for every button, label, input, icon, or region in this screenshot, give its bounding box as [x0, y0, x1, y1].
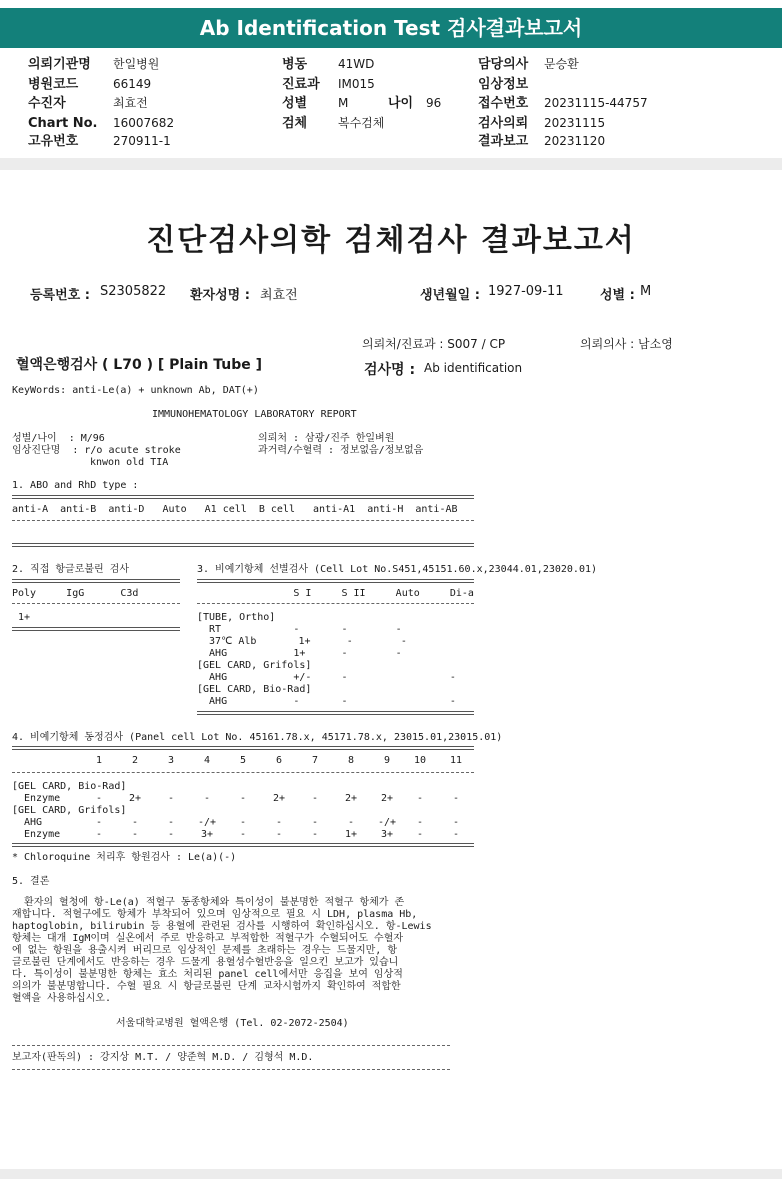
panel-cell: 2+	[344, 793, 358, 804]
header-separator	[0, 158, 782, 170]
double-rule	[12, 627, 180, 631]
panel-col-header: 2	[131, 755, 139, 766]
test-name-value: Ab identification	[424, 361, 523, 375]
panel-cell: -	[452, 793, 460, 804]
patient-name-value: 최효전	[260, 288, 298, 303]
double-rule	[12, 543, 474, 547]
report-date-value: 20231120	[544, 134, 606, 148]
keywords: KeyWords: anti-Le(a) + unknown Ab, DAT(+)	[12, 385, 259, 396]
unique-no-value: 270911-1	[113, 134, 171, 148]
diagnosis-line: 임상진단명 : r/o acute stroke	[12, 445, 181, 456]
attending-value: 문승환	[544, 57, 579, 71]
sex-age-line: 성별/나이 : M/96	[12, 433, 105, 444]
report-title-bar: Ab Identification Test 검사결과보고서	[0, 8, 782, 48]
panel-group-label: [GEL CARD, Grifols]	[12, 805, 127, 816]
panel-row-name: Enzyme	[24, 793, 61, 804]
panel-cell: 2+	[128, 793, 142, 804]
panel-cell: -/+	[197, 817, 217, 828]
unique-no-label: 고유번호	[28, 134, 79, 149]
double-rule	[12, 746, 474, 750]
reporter-line: 보고자(판독의) : 강지상 M.T. / 양준혁 M.D. / 김형석 M.D.	[12, 1052, 314, 1063]
hospital-code-value: 66149	[113, 77, 152, 91]
double-rule	[12, 579, 180, 583]
panel-col-header: 4	[203, 755, 211, 766]
patient-value: 최효전	[113, 96, 148, 110]
document-title: 진단검사의학 검체검사 결과보고서	[146, 223, 636, 258]
panel-cell: -/+	[377, 817, 397, 828]
panel-section-title: 4. 비예기항체 동정검사 (Panel cell Lot No. 45161.78.x, 45171.78.x, 23015.01,23015.01)	[12, 732, 503, 743]
conclusion-line: 의의가 불분명합니다. 수혈 필요 시 항글로불린 단계 교차시험까지 확인하여 적합한	[12, 981, 401, 992]
panel-col-header: 9	[383, 755, 391, 766]
conclusion-line: 에 없는 항원을 용출시켜 버리므로 임상적인 문제를 초래하는 경우는 드물지만, 항	[12, 945, 398, 956]
panel-cell: -	[347, 817, 355, 828]
report-date-label: 결과보고	[478, 134, 529, 149]
referring-doctor: 의뢰의사 : 남소영	[580, 337, 673, 351]
panel-cell: -	[452, 817, 460, 828]
diagnosis-line-2: knwon old TIA	[90, 457, 169, 468]
conclusion-line: haptoglobin, bilirubin 등 용혈에 관련된 검사를 시행하여 확인하십시오. 항-Lewis	[12, 921, 432, 932]
screening-row: AHG 1+ - -	[197, 648, 402, 659]
panel-column-headers	[0, 755, 782, 767]
dashed-rule	[197, 603, 474, 604]
dashed-rule	[12, 520, 474, 521]
conclusion-line: 재합니다. 적혈구에도 항체가 부착되어 있으며 임상적으로 필요 시 LDH, plasma Hb,	[12, 909, 418, 920]
sex2-value: M	[640, 284, 652, 299]
dat-headers: Poly IgG C3d	[12, 588, 139, 599]
panel-col-header: 11	[449, 755, 463, 766]
section-title: 혈액은행검사 ( L70 ) [ Plain Tube ]	[16, 357, 263, 373]
panel-cell: -	[167, 817, 175, 828]
conclusion-line: 항체는 대개 IgM이며 실온에서 주로 반응하고 부적합한 적혈구가 수혈되어도 수혈자	[12, 933, 404, 944]
panel-group-label: [GEL CARD, Bio-Rad]	[12, 781, 127, 792]
panel-cell: 1+	[344, 829, 358, 840]
conclusion-title: 5. 결론	[12, 876, 50, 887]
panel-cell: -	[416, 793, 424, 804]
conclusion-line: 환자의 혈청에 항-Le(a) 적혈구 동종항체와 특이성이 불분명한 적혈구 항체가 존	[12, 897, 405, 908]
panel-cell: -	[239, 793, 247, 804]
double-rule	[12, 843, 474, 847]
panel-row-name: AHG	[24, 817, 43, 828]
request-date-label: 검사의뢰	[478, 116, 529, 131]
screening-row: 37℃ Alb 1+ - -	[197, 636, 407, 647]
chart-no-label: Chart No.	[28, 116, 98, 131]
panel-cell: -	[95, 817, 103, 828]
ward-value: 41WD	[338, 57, 375, 71]
screening-row: RT - - -	[197, 624, 402, 635]
panel-cell: -	[311, 793, 319, 804]
patient-name-label: 환자성명 :	[190, 288, 250, 303]
panel-cell: 3+	[380, 829, 394, 840]
test-name-label: 검사명 :	[364, 362, 416, 378]
dashed-rule	[12, 1045, 450, 1046]
dat-values: 1+	[12, 612, 31, 623]
dob-label: 생년월일 :	[420, 288, 480, 303]
specimen-value: 복수검체	[338, 116, 385, 130]
referrer-line: 의뢰처 : 삼광/진주 한일벼원	[258, 433, 395, 444]
panel-col-header: 3	[167, 755, 175, 766]
dat-section-title: 2. 직접 항글로불린 검사	[12, 564, 130, 575]
panel-cell: -	[131, 829, 139, 840]
screening-row: [GEL CARD, Bio-Rad]	[197, 684, 312, 695]
specimen-label: 검체	[282, 116, 308, 131]
panel-cell: -	[167, 829, 175, 840]
screening-section-title: 3. 비예기항체 선별검사 (Cell Lot No.S451,45151.60.x,23044.01,23020.01)	[197, 564, 598, 575]
accession-value: 20231115-44757	[544, 96, 648, 110]
ward-label: 병동	[282, 57, 308, 72]
hospital-contact: 서울대학교병원 혈액은행 (Tel. 02-2072-2504)	[116, 1018, 349, 1029]
panel-col-header: 8	[347, 755, 355, 766]
double-rule	[197, 579, 474, 583]
conclusion-line: 다. 특이성이 불분명한 항체는 효소 처리된 panel cell에서만 응집을 보여 임상적	[12, 969, 403, 980]
screening-headers: S I S II Auto Di-a	[197, 588, 474, 599]
conclusion-line: 글로불린 단계에서도 반응하는 경우 드물게 용혈성수혈반응을 일으킨 보고가 있습니	[12, 957, 399, 968]
attending-label: 담당의사	[478, 57, 529, 72]
abo-section-title: 1. ABO and RhD type :	[12, 480, 139, 491]
panel-cell: -	[95, 793, 103, 804]
panel-cell: -	[275, 829, 283, 840]
panel-col-header: 1	[95, 755, 103, 766]
hospital-code-label: 병원코드	[28, 77, 79, 92]
accession-label: 접수번호	[478, 96, 529, 111]
request-date-value: 20231115	[544, 116, 606, 130]
panel-cell: 2+	[380, 793, 394, 804]
panel-row	[0, 829, 782, 841]
double-rule	[197, 711, 474, 715]
panel-cell: -	[239, 829, 247, 840]
abo-table-headers: anti-A anti-B anti-D Auto A1 cell B cell anti-A1 anti-H anti-AB	[12, 504, 458, 515]
panel-cell: -	[416, 829, 424, 840]
conclusion-line: 혈액을 사용하십시오.	[12, 993, 111, 1004]
panel-cell: -	[131, 817, 139, 828]
age-label: 나이	[388, 96, 414, 111]
referring-dept: 의뢰처/진료과 : S007 / CP	[362, 337, 506, 351]
panel-cell: 3+	[200, 829, 214, 840]
panel-row	[0, 817, 782, 829]
panel-cell: -	[416, 817, 424, 828]
panel-cell: -	[452, 829, 460, 840]
panel-cell: -	[311, 829, 319, 840]
dashed-rule	[12, 603, 180, 604]
panel-cell: -	[95, 829, 103, 840]
panel-cell: -	[311, 817, 319, 828]
history-line: 과거력/수혈력 : 정보없음/정보없음	[258, 445, 424, 456]
panel-col-header: 5	[239, 755, 247, 766]
lab-report-title: IMMUNOHEMATOLOGY LABORATORY REPORT	[152, 409, 357, 420]
hospital-name-label: 의뢰기관명	[28, 57, 91, 72]
panel-cell: -	[275, 817, 283, 828]
hospital-name-value: 한일병원	[113, 57, 160, 71]
double-rule	[12, 495, 474, 499]
sex-value: M	[338, 96, 349, 110]
dashed-rule	[12, 1069, 450, 1070]
sex2-label: 성별 :	[600, 288, 635, 303]
screening-row: AHG +/- - -	[197, 672, 456, 683]
panel-cell: -	[239, 817, 247, 828]
screening-row: [GEL CARD, Grifols]	[197, 660, 312, 671]
patient-label: 수진자	[28, 96, 66, 111]
panel-col-header: 7	[311, 755, 319, 766]
reg-no-label: 등록번호 :	[30, 288, 90, 303]
reg-no-value: S2305822	[100, 284, 167, 299]
panel-row-name: Enzyme	[24, 829, 61, 840]
panel-cell: -	[203, 793, 211, 804]
age-value: 96	[426, 96, 442, 110]
department-label: 진료과	[282, 77, 320, 92]
chart-no-value: 16007682	[113, 116, 175, 130]
panel-row	[0, 793, 782, 805]
screening-row: AHG - - -	[197, 696, 456, 707]
chloroquine-note: * Chloroquine 처리후 항원검사 : Le(a)(-)	[12, 852, 237, 863]
footer-separator	[0, 1169, 782, 1179]
dob-value: 1927-09-11	[488, 284, 564, 299]
dashed-rule	[12, 772, 474, 773]
panel-col-header: 6	[275, 755, 283, 766]
screening-row: [TUBE, Ortho]	[197, 612, 276, 623]
department-value: IM015	[338, 77, 375, 91]
panel-cell: -	[167, 793, 175, 804]
sex-label: 성별	[282, 96, 308, 111]
clinical-info-label: 임상정보	[478, 77, 529, 92]
panel-cell: 2+	[272, 793, 286, 804]
panel-col-header: 10	[413, 755, 427, 766]
